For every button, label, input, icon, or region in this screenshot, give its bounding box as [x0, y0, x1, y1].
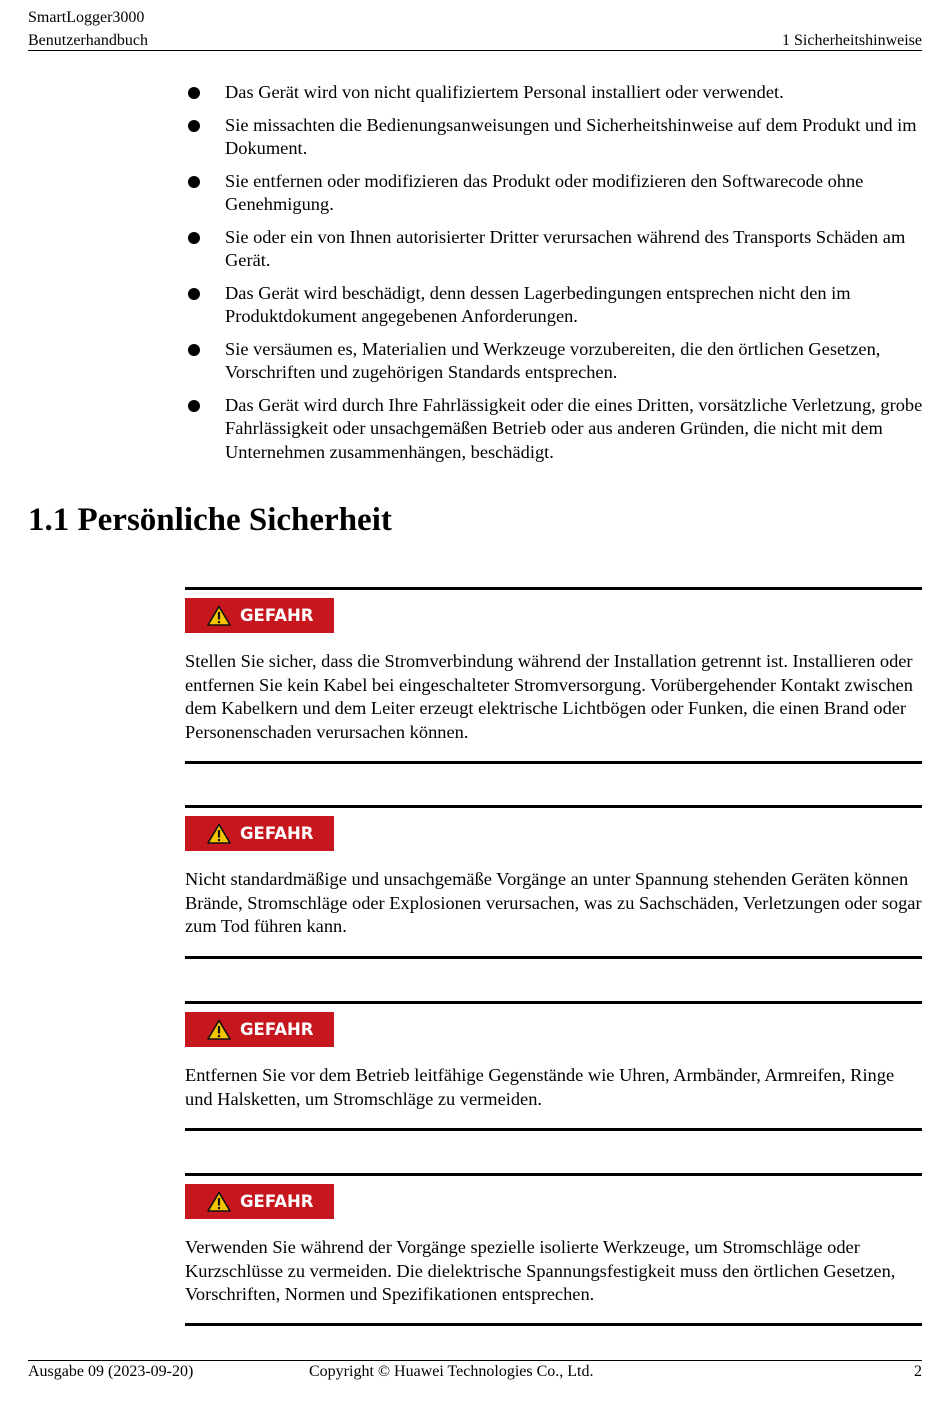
- bullet-text: Sie versäumen es, Materialien und Werkzeuge vorzubereiten, die den örtlichen Gesetzen, Vorschriften und zugehörigen Standards entsprechen.: [225, 338, 881, 382]
- page-number: 2: [914, 1363, 922, 1380]
- warning-triangle-icon: [207, 1191, 231, 1212]
- list-item: [185, 170, 925, 217]
- notice-text: Verwenden Sie während der Vorgänge spezielle isolierte Werkzeuge, um Stromschläge oder Kurzschlüsse zu vermeiden. Die dielektrische Spannungsfestigkeit muss den örtlichen Gesetzen, Vorschriften, Normen und Spezifikationen entsprechen.: [185, 1237, 896, 1304]
- warning-triangle-icon: [207, 605, 231, 626]
- list-item: [185, 394, 925, 465]
- notice-text: Stellen Sie sicher, dass die Stromverbindung während der Installation getrennt ist. Installieren oder entfernen Sie kein Kabel bei eingeschalteter Stromversorgung. Vorübergehender Kontakt zwischen dem Kabelkern und dem Leiter erzeugt elektrische Lichtbögen oder Funken, die einen Brand oder Personenschaden verursachen können.: [185, 651, 913, 742]
- running-header-left: [28, 6, 148, 52]
- warning-triangle-icon: [207, 1019, 231, 1040]
- bullet-dot: [188, 176, 200, 188]
- list-item: [185, 226, 925, 273]
- bullet-text: Das Gerät wird beschädigt, denn dessen Lagerbedingungen entsprechen nicht den im Produktdokument angegebenen Anforderungen.: [225, 282, 851, 326]
- danger-badge: [185, 1184, 334, 1219]
- bullet-dot: [188, 288, 200, 300]
- list-item: [185, 338, 925, 385]
- bullet-text: Das Gerät wird von nicht qualifiziertem Personal installiert oder verwendet.: [225, 82, 784, 102]
- danger-notice: [185, 1001, 922, 1131]
- danger-badge-label: GEFAHR: [240, 1020, 314, 1039]
- danger-notice: [185, 805, 922, 959]
- header-product: SmartLogger3000: [28, 9, 145, 26]
- danger-badge: [185, 1012, 334, 1047]
- footer-copyright: Copyright © Huawei Technologies Co., Ltd.: [309, 1363, 594, 1380]
- notice-text: Nicht standardmäßige und unsachgemäße Vorgänge an unter Spannung stehenden Geräten können Brände, Stromschläge oder Explosionen verursachen, was zu Sachschäden, Verletzungen oder sogar zum Tod führen kann.: [185, 869, 922, 936]
- header-chapter: 1 Sicherheitshinweise: [782, 32, 922, 49]
- bullet-text: Sie missachten die Bedienungsanweisungen und Sicherheitshinweise auf dem Produkt und im Dokument.: [225, 114, 917, 158]
- footer-rule: [28, 1360, 922, 1361]
- bullet-text: Sie oder ein von Ihnen autorisierter Dritter verursachen während des Transports Schäden am Gerät.: [225, 226, 906, 270]
- list-item: [185, 282, 925, 329]
- warning-triangle-icon: [207, 823, 231, 844]
- danger-badge-label: GEFAHR: [240, 606, 314, 625]
- header-rule: [28, 50, 922, 51]
- bullet-text: Das Gerät wird durch Ihre Fahrlässigkeit oder die eines Dritten, vorsätzliche Verletzung, grobe Fahrlässigkeit oder unsachgemäßen Betrieb oder aus anderen Gründen, die nicht mit dem Unternehmen zusammenhängen, beschädigt.: [225, 394, 923, 462]
- header-doc-type: Benutzerhandbuch: [28, 32, 148, 49]
- bullet-list: [185, 81, 925, 473]
- bullet-text: Sie entfernen oder modifizieren das Produkt oder modifizieren den Softwarecode ohne Genehmigung.: [225, 170, 864, 214]
- danger-notice: [185, 1173, 922, 1326]
- bullet-dot: [188, 400, 200, 412]
- danger-badge: [185, 816, 334, 851]
- section-title: 1.1 Persönliche Sicherheit: [28, 502, 392, 538]
- bullet-dot: [188, 87, 200, 99]
- danger-badge-label: GEFAHR: [240, 1192, 314, 1211]
- bullet-dot: [188, 232, 200, 244]
- list-item: [185, 81, 925, 105]
- danger-notice: [185, 587, 922, 764]
- notice-text: Entfernen Sie vor dem Betrieb leitfähige Gegenstände wie Uhren, Armbänder, Armreifen, Ringe und Halsketten, um Stromschläge zu vermeiden.: [185, 1065, 895, 1109]
- footer-issue: Ausgabe 09 (2023-09-20): [28, 1363, 194, 1380]
- list-item: [185, 114, 925, 161]
- bullet-dot: [188, 120, 200, 132]
- danger-badge: [185, 598, 334, 633]
- bullet-dot: [188, 344, 200, 356]
- danger-badge-label: GEFAHR: [240, 824, 314, 843]
